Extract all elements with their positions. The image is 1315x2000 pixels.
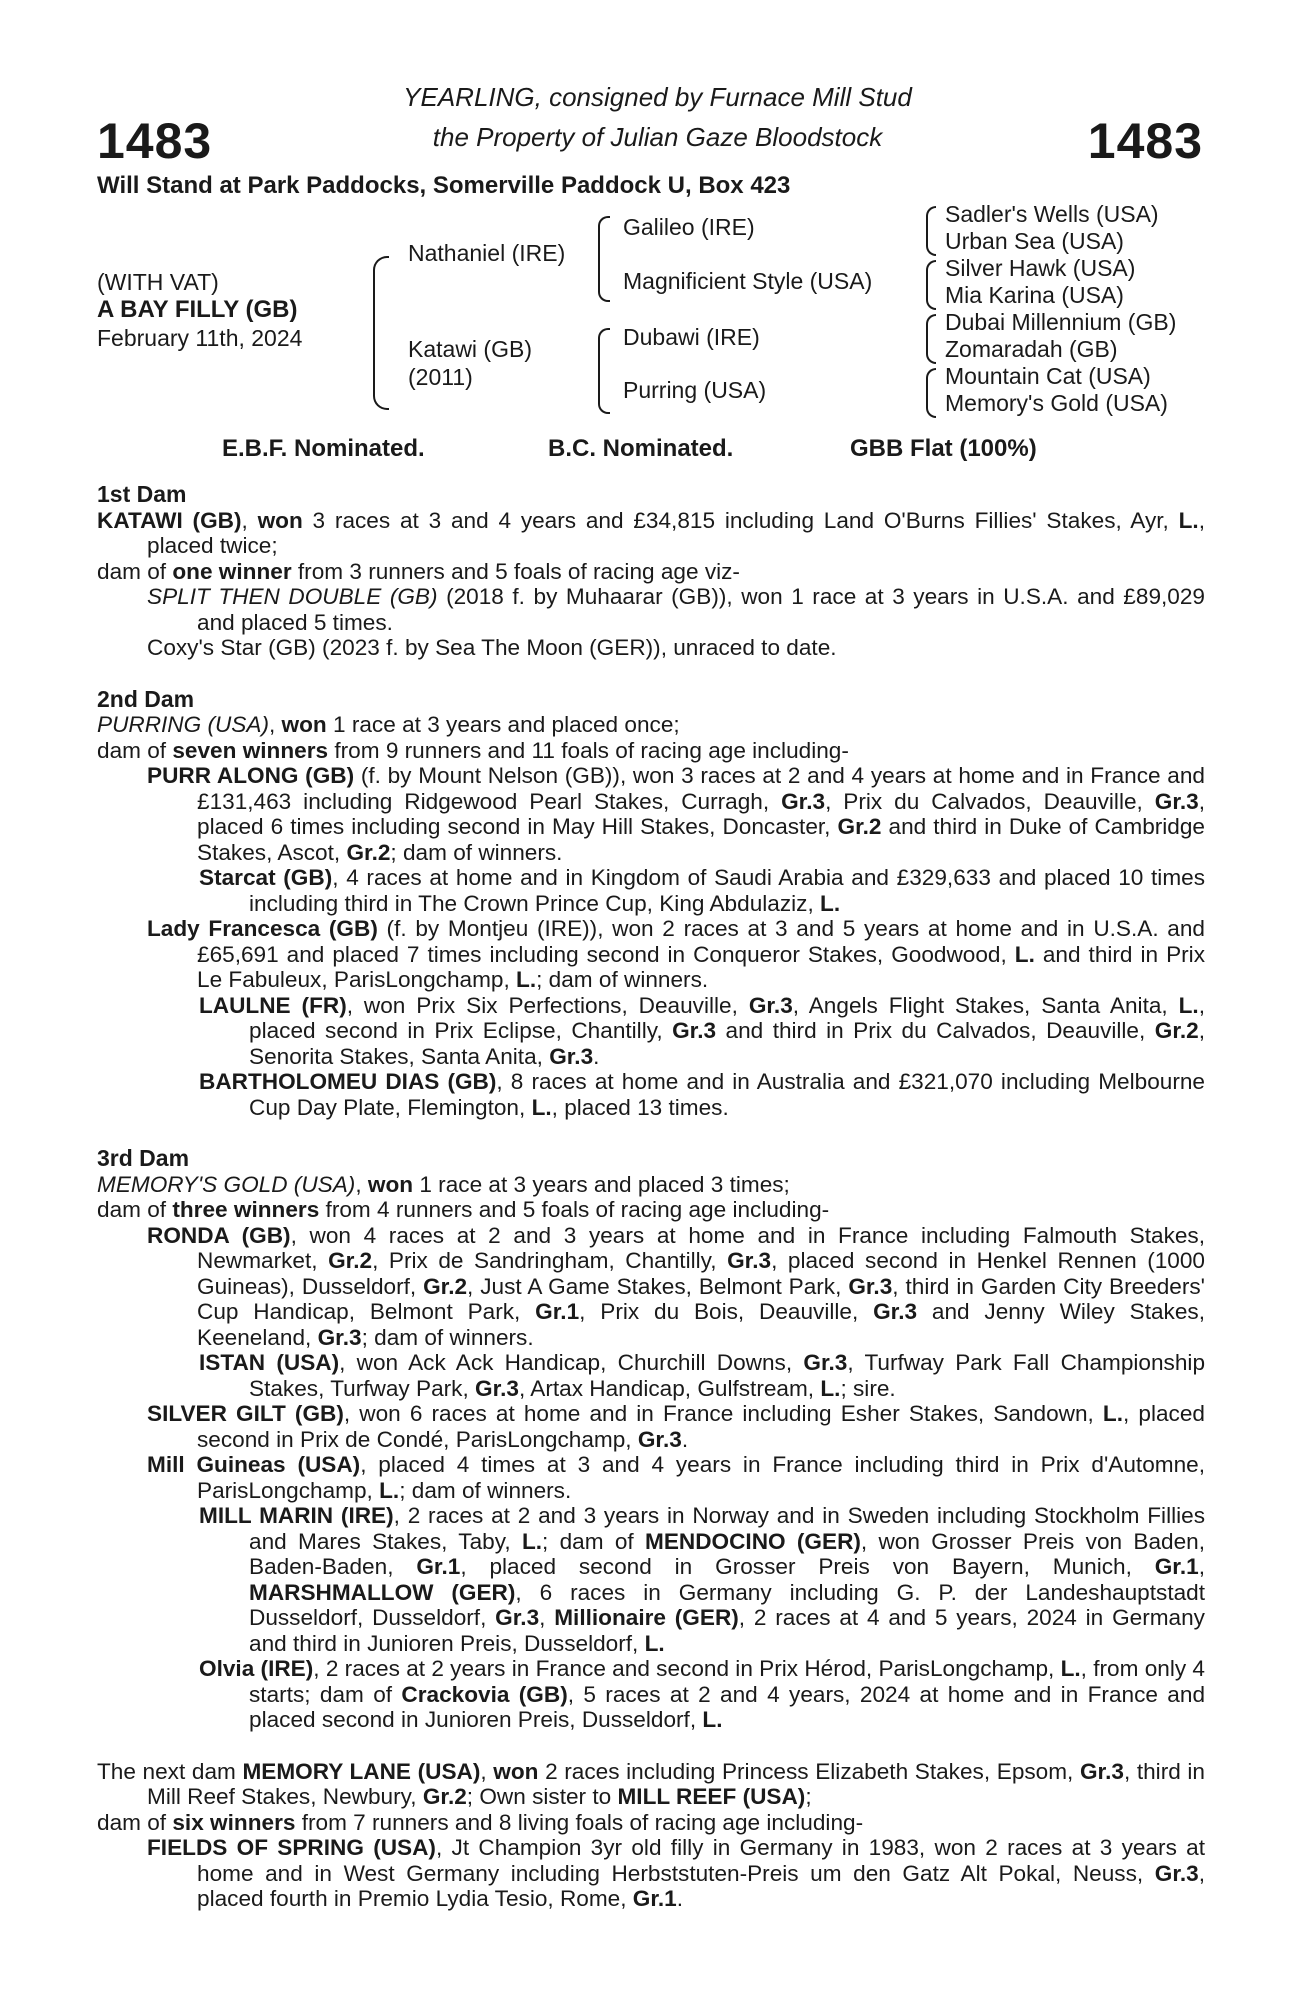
dam-year: (2011) <box>408 364 473 390</box>
ancestor-3: Silver Hawk (USA) <box>945 255 1136 281</box>
third-dam-progeny-2: SILVER GILT (GB), won 6 races at home and in France including Esher Stakes, Sandown, L., placed second in Prix de Condé, ParisLongchamp, Gr.3. <box>147 1401 1205 1452</box>
dam: Katawi (GB) <box>408 336 532 362</box>
consignment-line-2: the Property of Julian Gaze Bloodstock <box>432 122 883 152</box>
third-dam-grandprogeny-3: Olvia (IRE), 2 races at 2 years in France and second in Prix Hérod, ParisLongchamp, L., from only 4 starts; dam of Crackovia (GB), 5 races at 2 and 4 years, 2024 at home and in France and placed second in Junioren Preis, Dusseldorf, L. <box>199 1656 1206 1732</box>
lot-number-left: 1483 <box>97 113 213 169</box>
brace-g4 <box>926 368 936 418</box>
next-dam-progeny-1: FIELDS OF SPRING (USA), Jt Champion 3yr old filly in Germany in 1983, won 2 races at 3 years at home and in West Germany including Herbststuten-Preis um den Gatz Alt Pokal, Neuss, Gr.3, placed fourth in Premio Lydia Tesio, Rome, Gr.1. <box>147 1835 1206 1911</box>
third-dam-heading: 3rd Dam <box>97 1145 190 1171</box>
first-dam-record: KATAWI (GB), won 3 races at 3 and 4 years and £34,815 including Land O'Burns Fillies' Stakes, Ayr, L., placed twice; <box>97 507 1205 558</box>
consignment-line-1: YEARLING, consigned by Furnace Mill Stud <box>403 82 912 112</box>
first-dam-name: KATAWI (GB) <box>97 507 242 533</box>
sire: Nathaniel (IRE) <box>408 240 566 266</box>
ancestor-5: Dubai Millennium (GB) <box>945 309 1177 335</box>
first-dam-produce-summary: dam of one winner from 3 runners and 5 foals of racing age viz- <box>97 558 740 584</box>
ancestor-2: Urban Sea (USA) <box>945 228 1124 254</box>
second-dam-grandprogeny-2: LAULNE (FR), won Prix Six Perfections, Deauville, Gr.3, Angels Flight Stakes, Santa Anita, L., placed second in Prix Eclipse, Chantilly, Gr.3 and third in Prix du Calvados, Deauville, Gr.2, Senorita Stakes, Santa Anita, Gr.3. <box>199 992 1205 1069</box>
first-dam-heading: 1st Dam <box>97 481 187 507</box>
sire-dam: Magnificient Style (USA) <box>623 268 873 294</box>
dam-dam: Purring (USA) <box>623 377 767 403</box>
brace-g1 <box>926 206 936 256</box>
second-dam-grandprogeny-3: BARTHOLOMEU DIAS (GB), 8 races at home and in Australia and £321,070 including Melbourne Cup Day Plate, Flemington, L., placed 13 times. <box>199 1069 1205 1120</box>
next-dam-produce-summary: dam of six winners from 7 runners and 8 living foals of racing age including- <box>97 1809 864 1835</box>
third-dam-name: MEMORY'S GOLD (USA) <box>97 1171 356 1197</box>
second-dam-grandprogeny-1: Starcat (GB), 4 races at home and in Kingdom of Saudi Arabia and £329,633 and placed 10 times including third in The Crown Prince Cup, King Abdulaziz, L. <box>199 865 1206 916</box>
ebf-nominated: E.B.F. Nominated. <box>222 435 425 462</box>
brace-sire <box>598 216 610 302</box>
third-dam-grandprogeny-2: MILL MARIN (IRE), 2 races at 2 and 3 years in Norway and in Sweden including Stockholm Fillies and Mares Stakes, Taby, L.; dam of MENDOCINO (GER), won Grosser Preis von Baden, Baden-Baden, Gr.1, placed second in Grosser Preis von Bayern, Munich, Gr.1, MARSHMALLOW (GER), 6 races in Germany including G. P. der Landeshauptstadt Dusseldorf, Dusseldorf, Gr.3, Millionaire (GER), 2 races at 4 and 5 years, 2024 in Germany and third in Junioren Preis, Dusseldorf, L. <box>199 1503 1205 1656</box>
next-dam-record: The next dam MEMORY LANE (USA), won 2 races including Princess Elizabeth Stakes, Epsom, Gr.3, third in Mill Reef Stakes, Newbury, Gr.2; Own sister to MILL REEF (USA); <box>97 1758 1205 1809</box>
sire-sire: Galileo (IRE) <box>623 214 755 240</box>
second-dam-heading: 2nd Dam <box>97 685 195 712</box>
third-dam-record: MEMORY'S GOLD (USA), won 1 race at 3 years and placed 3 times; <box>97 1171 790 1197</box>
brace-dam <box>598 328 610 414</box>
third-dam-progeny-1: RONDA (GB), won 4 races at 2 and 3 years at home and in France including Falmouth Stakes, Newmarket, Gr.2, Prix de Sandringham, Chantilly, Gr.3, placed second in Henkel Rennen (1000 Guineas), Dusseldorf, Gr.2, Just A Game Stakes, Belmont Park, Gr.3, third in Garden City Breeders' Cup Handicap, Belmont Park, Gr.1, Prix du Bois, Deauville, Gr.3 and Jenny Wiley Stakes, Keeneland, Gr.3; dam of winners. <box>147 1222 1206 1350</box>
foaling-date: February 11th, 2024 <box>97 325 303 351</box>
vat-label: (WITH VAT) <box>97 269 219 295</box>
ancestor-4: Mia Karina (USA) <box>945 282 1124 308</box>
second-dam-produce-summary: dam of seven winners from 9 runners and 11 foals of racing age including- <box>97 737 849 763</box>
brace-g2 <box>926 260 936 310</box>
second-dam-progeny-1: PURR ALONG (GB) (f. by Mount Nelson (GB)), won 3 races at 2 and 4 years at home and in France and £131,463 including Ridgewood Pearl Stakes, Curragh, Gr.3, Prix du Calvados, Deauville, Gr.3, placed 6 times including second in May Hill Stakes, Doncaster, Gr.2 and third in Duke of Cambridge Stakes, Ascot, Gr.2; dam of winners. <box>147 763 1205 865</box>
dam-sire: Dubawi (IRE) <box>623 324 760 350</box>
first-dam-won: won <box>257 507 303 533</box>
ancestor-1: Sadler's Wells (USA) <box>945 201 1159 227</box>
first-dam-progeny-2: Coxy's Star (GB) (2023 f. by Sea The Moon (GER)), unraced to date. <box>147 635 837 660</box>
third-dam-produce-summary: dam of three winners from 4 runners and 5 foals of racing age including- <box>97 1197 830 1222</box>
third-dam-progeny-3: Mill Guineas (USA), placed 4 times at 3 and 4 years in France including third in Prix d'Automne, ParisLongchamp, L.; dam of winners. <box>147 1452 1205 1503</box>
ancestor-7: Mountain Cat (USA) <box>945 363 1151 389</box>
horse-identity <box>97 268 302 352</box>
ancestor-6: Zomaradah (GB) <box>945 336 1118 362</box>
next-dam-name: MEMORY LANE (USA) <box>242 1758 481 1784</box>
second-dam-record: PURRING (USA), won 1 race at 3 years and placed once; <box>97 712 680 737</box>
brace-g3 <box>926 314 936 364</box>
horse-name: A BAY FILLY (GB) <box>97 296 298 323</box>
brace-gen1 <box>373 256 389 410</box>
second-dam-name: PURRING (USA) <box>97 712 269 737</box>
stand-location: Will Stand at Park Paddocks, Somerville Paddock U, Box 423 <box>97 172 791 199</box>
second-dam-progeny-2: Lady Francesca (GB) (f. by Montjeu (IRE)), won 2 races at 3 and 5 years at home and in U.S.A. and £65,691 and placed 7 times including second in Conqueror Stakes, Goodwood, L. and third in Prix Le Fabuleux, ParisLongchamp, L.; dam of winners. <box>147 916 1206 992</box>
bc-nominated: B.C. Nominated. <box>548 435 734 462</box>
first-dam-progeny-1: SPLIT THEN DOUBLE (GB) (2018 f. by Muhaarar (GB)), won 1 race at 3 years in U.S.A. and £89,029 and placed 5 times. <box>147 584 1205 635</box>
catalogue-body <box>97 482 1205 1912</box>
gbb-flat: GBB Flat (100%) <box>850 435 1037 462</box>
third-dam-grandprogeny-1: ISTAN (USA), won Ack Ack Handicap, Churchill Downs, Gr.3, Turfway Park Fall Championship Stakes, Turfway Park, Gr.3, Artax Handicap, Gulfstream, L.; sire. <box>199 1350 1206 1401</box>
lot-number-right: 1483 <box>1087 113 1203 169</box>
ancestor-8: Memory's Gold (USA) <box>945 390 1168 416</box>
